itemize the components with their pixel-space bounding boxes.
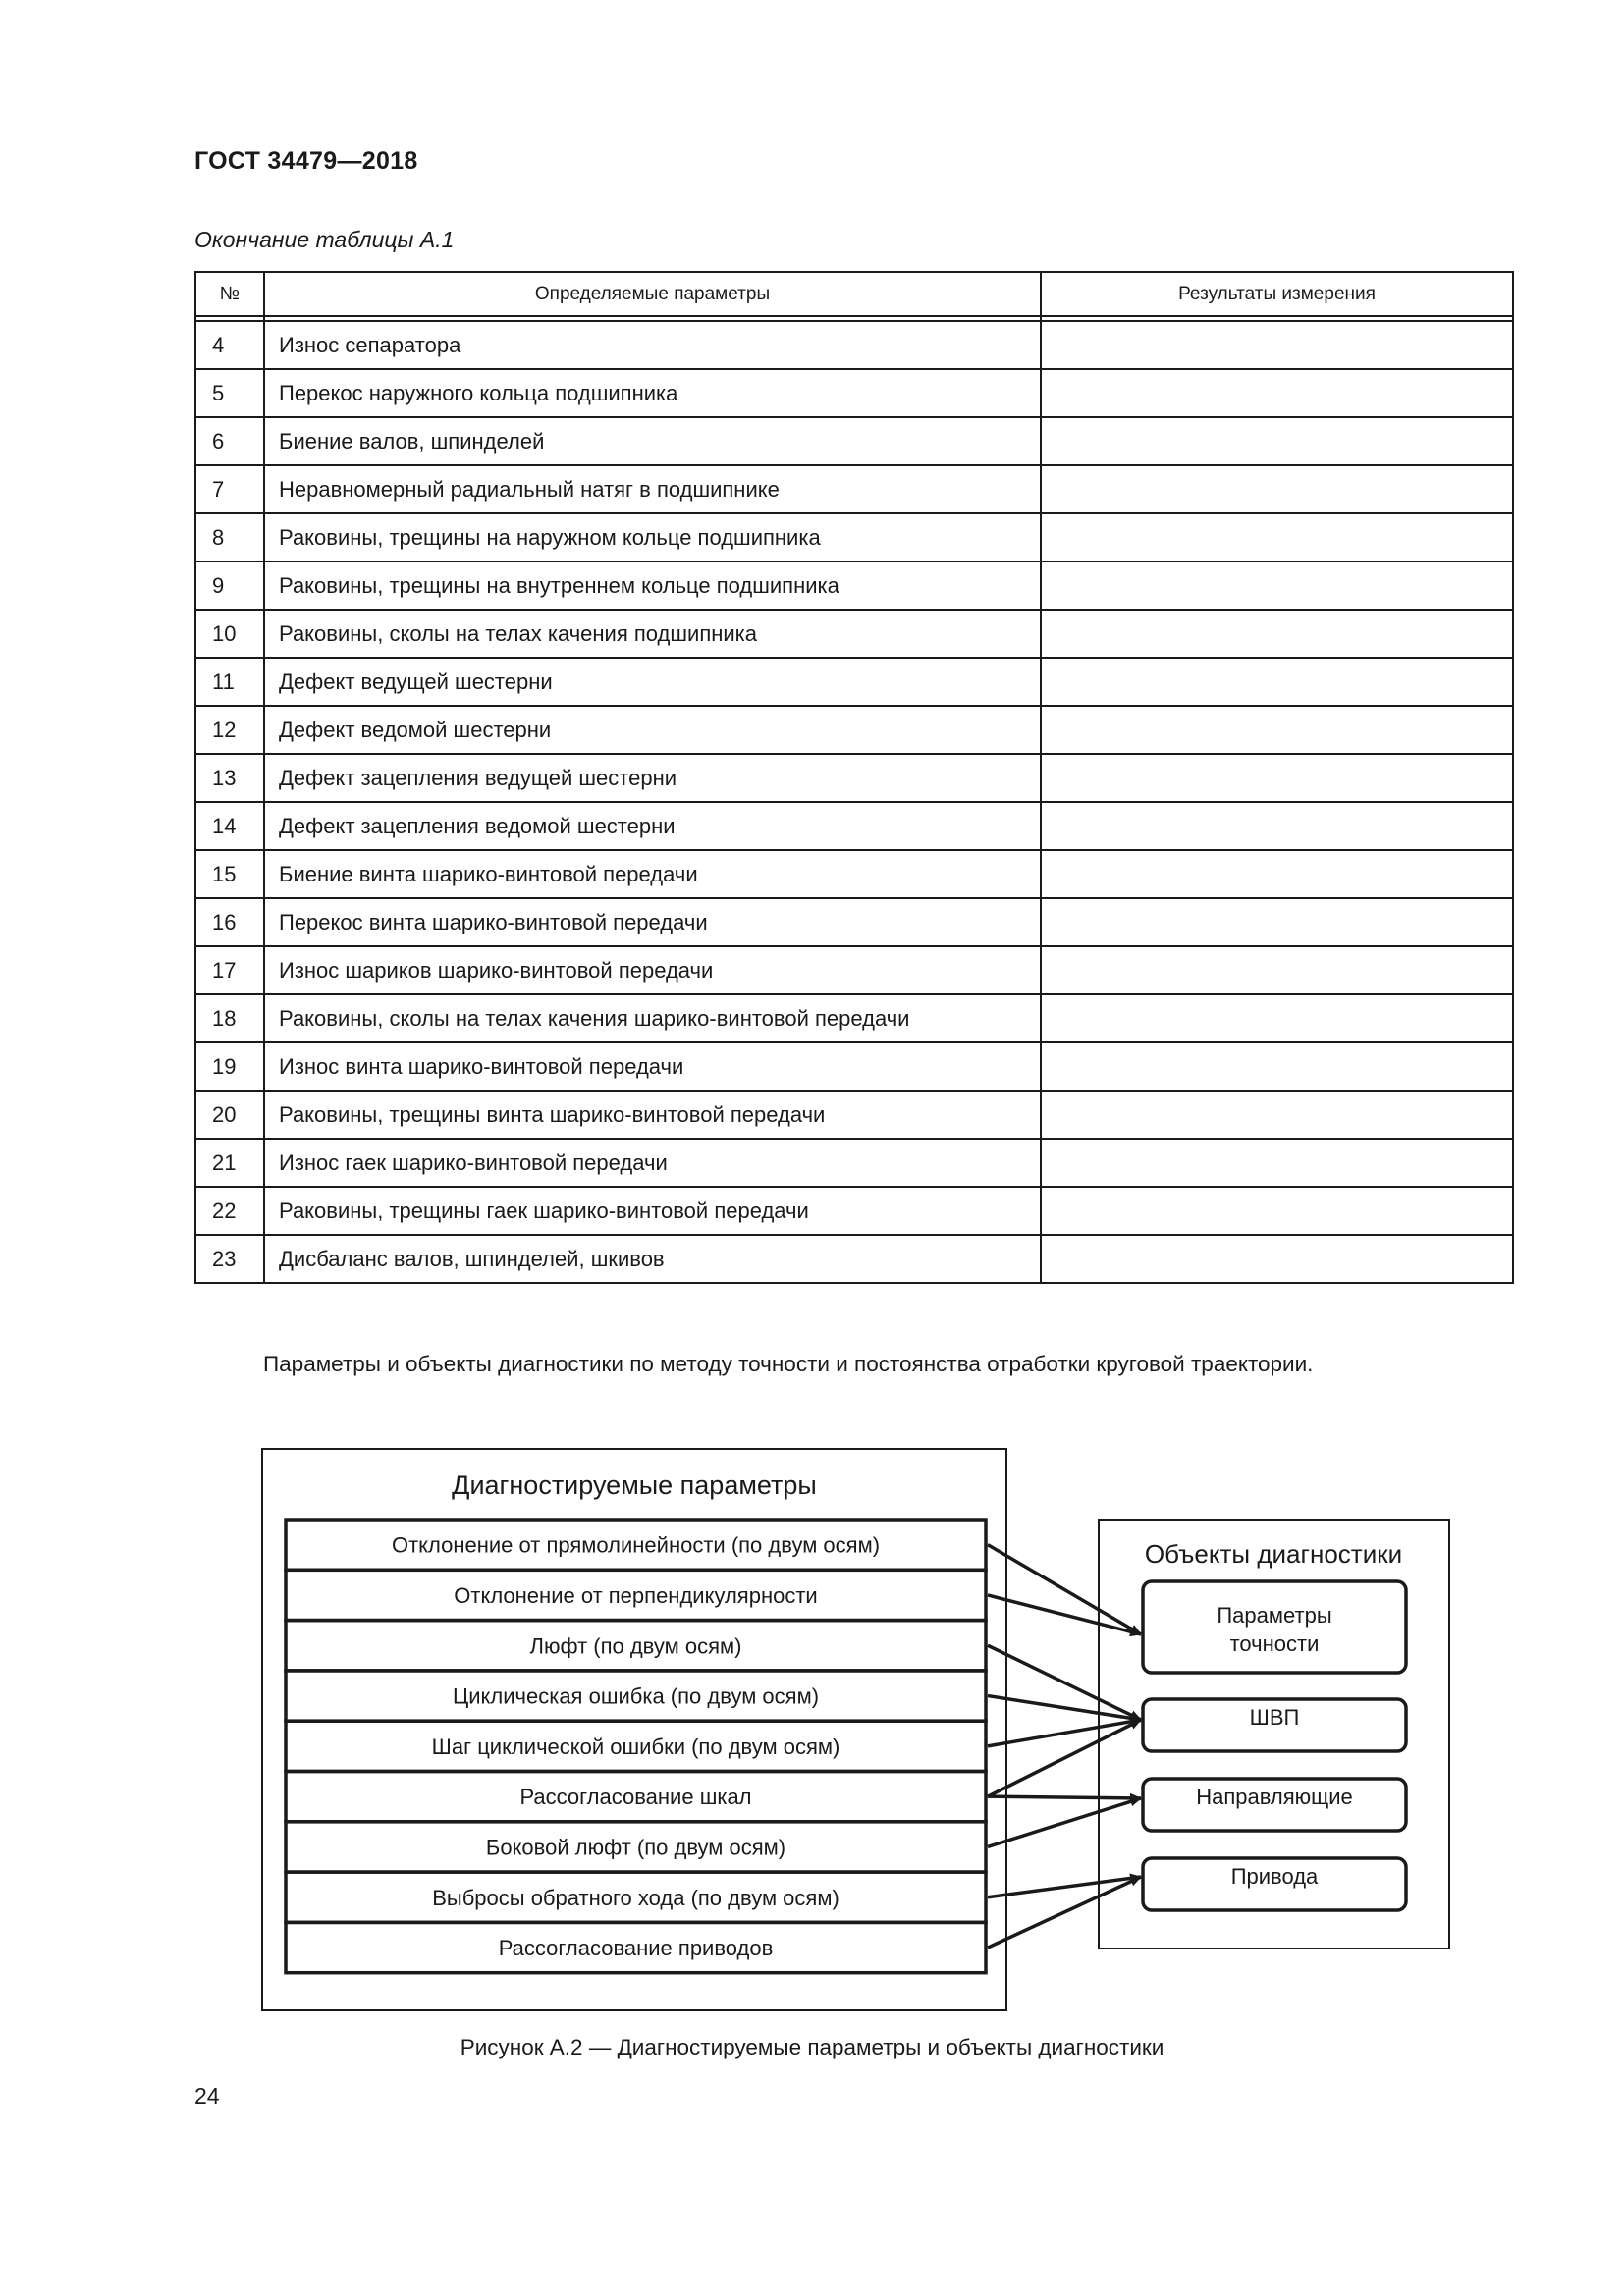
page-number: 24	[194, 2083, 220, 2109]
row-parameter: Износ шариков шарико-винтовой передачи	[264, 946, 1041, 994]
row-number: 21	[195, 1139, 264, 1187]
row-parameter: Раковины, сколы на телах качения шарико-винтовой передачи	[264, 994, 1041, 1042]
row-parameter: Раковины, трещины на внутреннем кольце подшипника	[264, 561, 1041, 610]
row-number: 18	[195, 994, 264, 1042]
row-parameter: Раковины, трещины гаек шарико-винтовой передачи	[264, 1187, 1041, 1235]
row-parameter: Раковины, трещины винта шарико-винтовой передачи	[264, 1091, 1041, 1139]
column-header-number: №	[195, 272, 264, 316]
row-parameter: Дефект ведомой шестерни	[264, 706, 1041, 754]
row-number: 7	[195, 465, 264, 513]
row-parameter: Износ винта шарико-винтовой передачи	[264, 1042, 1041, 1091]
row-number: 10	[195, 610, 264, 658]
objects-title: Объекты диагностики	[1144, 1539, 1403, 1569]
row-parameter: Раковины, сколы на телах качения подшипника	[264, 610, 1041, 658]
row-number: 14	[195, 802, 264, 850]
row-parameter: Раковины, трещины на наружном кольце подшипника	[264, 513, 1041, 561]
object-label: Привода	[1230, 1864, 1319, 1889]
row-number: 22	[195, 1187, 264, 1235]
param-label: Люфт (по двум осям)	[529, 1633, 742, 1659]
row-number: 23	[195, 1235, 264, 1283]
figure-caption: Рисунок А.2 — Диагностируемые параметры и объекты диагностики	[460, 2035, 1164, 2059]
param-label: Рассогласование шкал	[519, 1785, 752, 1810]
object-label: точности	[1229, 1631, 1320, 1656]
param-label: Шаг циклической ошибки (по двум осям)	[431, 1734, 840, 1759]
row-number: 8	[195, 513, 264, 561]
row-parameter: Дефект зацепления ведомой шестерни	[264, 802, 1041, 850]
connector-arrow	[988, 1545, 1141, 1634]
table-caption: Окончание таблицы А.1	[194, 227, 455, 252]
param-label: Отклонение от перпендикулярности	[454, 1582, 818, 1608]
param-label: Отклонение от прямолинейности (по двум осям)	[391, 1532, 881, 1558]
row-number: 20	[195, 1091, 264, 1139]
row-number: 17	[195, 946, 264, 994]
row-number: 5	[195, 369, 264, 417]
row-parameter: Биение валов, шпинделей	[264, 417, 1041, 465]
row-parameter: Износ сепаратора	[264, 321, 1041, 369]
row-parameter: Перекос винта шарико-винтовой передачи	[264, 898, 1041, 946]
param-label: Боковой люфт (по двум осям)	[485, 1835, 786, 1860]
row-parameter: Дефект зацепления ведущей шестерни	[264, 754, 1041, 802]
row-parameter: Перекос наружного кольца подшипника	[264, 369, 1041, 417]
param-label: Циклическая ошибка (по двум осям)	[452, 1683, 820, 1709]
connector-arrow	[988, 1796, 1141, 1798]
row-number: 19	[195, 1042, 264, 1091]
param-label: Рассогласование приводов	[498, 1936, 774, 1961]
params-title: Диагностируемые параметры	[452, 1470, 817, 1500]
column-header-results: Результаты измерения	[1041, 272, 1513, 316]
row-number: 13	[195, 754, 264, 802]
column-header-parameters: Определяемые параметры	[264, 272, 1041, 316]
row-parameter: Дефект ведущей шестерни	[264, 658, 1041, 706]
row-number: 15	[195, 850, 264, 898]
row-number: 11	[195, 658, 264, 706]
intro-text: Параметры и объекты диагностики по методу точности и постоянства отработки круговой траектории.	[263, 1352, 1314, 1376]
connector-arrow	[988, 1798, 1141, 1846]
document-header: ГОСТ 34479—2018	[194, 147, 418, 175]
row-number: 6	[195, 417, 264, 465]
param-label: Выбросы обратного хода (по двум осям)	[432, 1885, 839, 1910]
row-number: 9	[195, 561, 264, 610]
object-label: Направляющие	[1196, 1785, 1353, 1809]
row-number: 16	[195, 898, 264, 946]
row-parameter: Дисбаланс валов, шпинделей, шкивов	[264, 1235, 1041, 1283]
row-number: 4	[195, 321, 264, 369]
row-number: 12	[195, 706, 264, 754]
object-label: Параметры	[1217, 1603, 1332, 1628]
row-parameter: Износ гаек шарико-винтовой передачи	[264, 1139, 1041, 1187]
connector-arrow	[988, 1595, 1141, 1634]
row-parameter: Биение винта шарико-винтовой передачи	[264, 850, 1041, 898]
object-label: ШВП	[1249, 1705, 1300, 1730]
row-parameter: Неравномерный радиальный натяг в подшипнике	[264, 465, 1041, 513]
